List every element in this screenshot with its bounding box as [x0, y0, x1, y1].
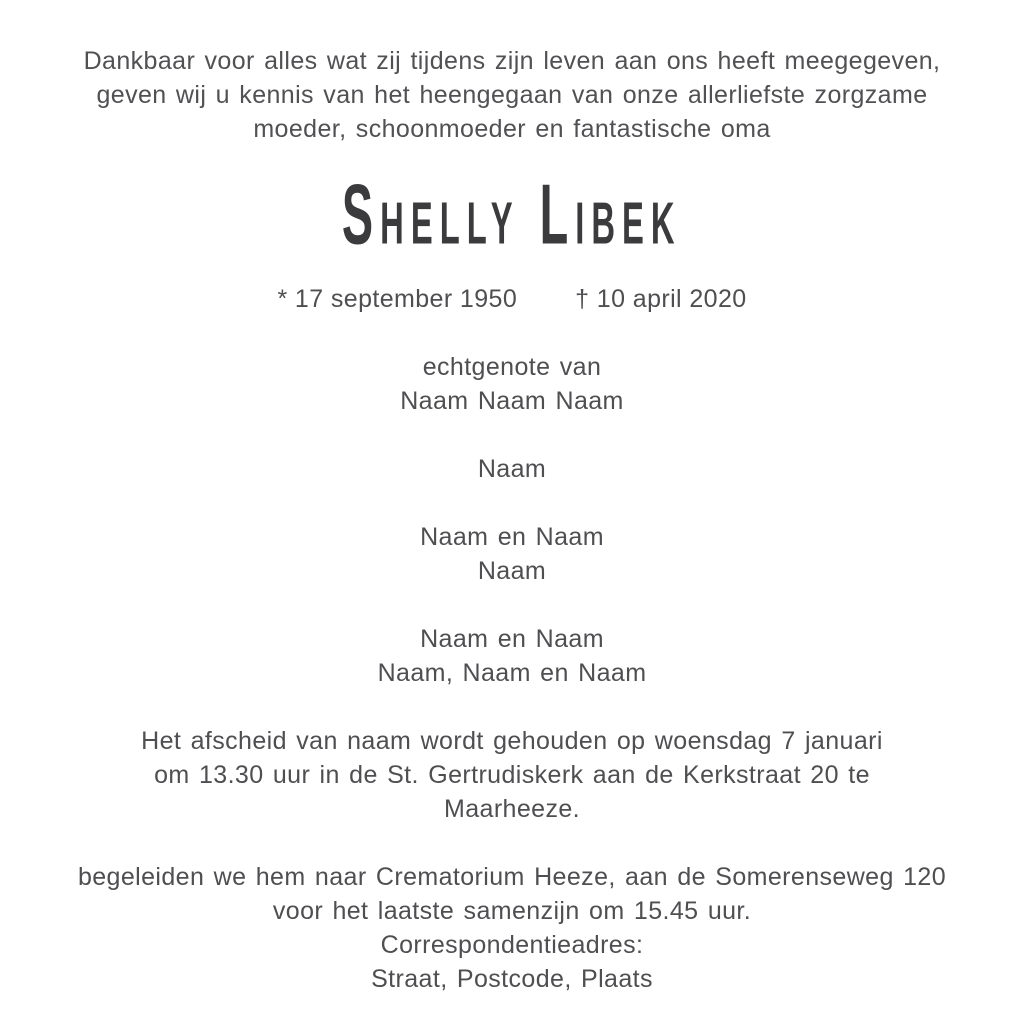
- relation-name: Naam Naam Naam: [400, 387, 624, 415]
- family-group: [0, 452, 1024, 486]
- ceremony-line: Het afscheid van naam wordt gehouden op woensdag 7 januari: [141, 727, 883, 755]
- crematorium-line: begeleiden we hem naar Crematorium Heeze, aan de Somerenseweg 120: [77, 863, 947, 891]
- life-dates: [0, 282, 1024, 316]
- intro-paragraph: [0, 44, 1024, 146]
- deceased-name: Shelly Libek: [342, 166, 682, 262]
- intro-line: geven wij u kennis van het heengegaan van onze allerliefste zorgzame: [96, 81, 928, 109]
- family-group: [0, 520, 1024, 588]
- ceremony-line: Maarheeze.: [443, 795, 581, 823]
- family-group: [0, 622, 1024, 690]
- correspondence-block: [0, 928, 1024, 996]
- intro-line: Dankbaar voor alles wat zij tijdens zijn leven aan ons heeft meegegeven,: [83, 47, 941, 75]
- family-name-line: Naam: [477, 557, 547, 585]
- deceased-name-wrap: [0, 146, 1024, 282]
- ceremony-line: om 13.30 uur in de St. Gertrudiskerk aan de Kerkstraat 20 te: [154, 761, 870, 789]
- death-date: † 10 april 2020: [575, 285, 747, 313]
- relation-block: [0, 350, 1024, 418]
- correspondence-label: Correspondentieadres:: [380, 931, 644, 959]
- birth-date: * 17 september 1950: [277, 285, 518, 313]
- correspondence-address: Straat, Postcode, Plaats: [371, 965, 653, 993]
- family-name-line: Naam en Naam: [420, 523, 604, 551]
- intro-line: moeder, schoonmoeder en fantastische oma: [253, 115, 771, 143]
- ceremony-paragraph: [0, 724, 1024, 826]
- family-name-line: Naam, Naam en Naam: [377, 659, 647, 687]
- family-name-line: Naam: [477, 455, 547, 483]
- crematorium-paragraph: [0, 860, 1024, 928]
- family-name-line: Naam en Naam: [420, 625, 604, 653]
- crematorium-line: voor het laatste samenzijn om 15.45 uur.: [272, 897, 752, 925]
- relation-label: echtgenote van: [422, 353, 602, 381]
